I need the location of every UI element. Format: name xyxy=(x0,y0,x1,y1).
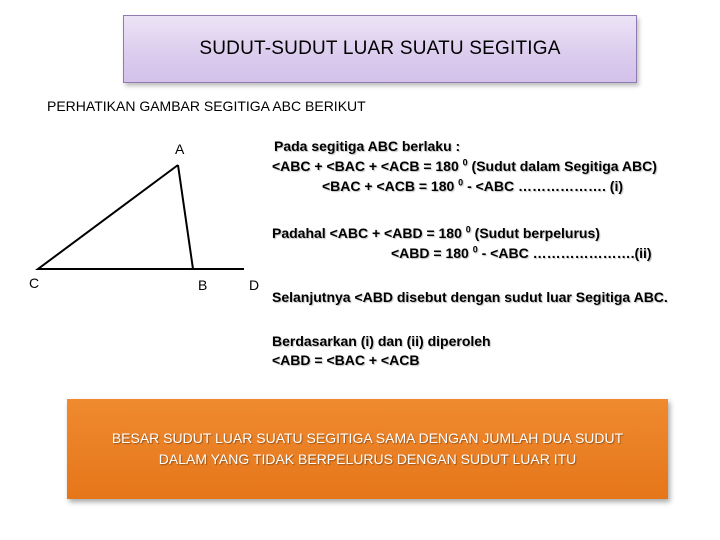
degree-superscript: 0 xyxy=(458,177,464,188)
text-line-1: Pada segitiga ABC berlaku : xyxy=(274,138,461,154)
text-line-8: <ABD = <BAC + <ACB xyxy=(272,352,420,368)
degree-superscript: 0 xyxy=(462,157,468,168)
text-line-3 xyxy=(322,178,623,194)
text-line-5-post: - <ABC ………………….(ii) xyxy=(477,245,652,261)
triangle-abc xyxy=(38,165,193,269)
conclusion-line-1: BESAR SUDUT LUAR SUATU SEGITIGA SAMA DENGAN JUMLAH DUA SUDUT xyxy=(111,430,624,446)
text-line-2-post: (Sudut dalam Segitiga ABC) xyxy=(467,158,657,174)
conclusion-box xyxy=(67,399,668,499)
text-line-5-pre: <ABD = 180 xyxy=(391,245,473,261)
point-label-d: D xyxy=(249,277,260,293)
vertex-label-c: C xyxy=(29,275,40,291)
text-line-2 xyxy=(272,158,657,174)
conclusion-line-2: DALAM YANG TIDAK BERPELURUS DENGAN SUDUT LUAR ITU xyxy=(158,451,577,467)
text-line-4-post: (Sudut berpelurus) xyxy=(470,225,600,241)
degree-superscript: 0 xyxy=(465,224,471,235)
text-line-4 xyxy=(272,225,600,241)
text-line-4-pre: Padahal <ABC + <ABD = 180 xyxy=(272,225,466,241)
subheading: PERHATIKAN GAMBAR SEGITIGA ABC BERIKUT xyxy=(47,98,366,114)
text-line-2-pre: <ABC + <BAC + <ACB = 180 xyxy=(272,158,463,174)
text-line-7: Berdasarkan (i) dan (ii) diperoleh xyxy=(272,333,491,349)
page-title: SUDUT-SUDUT LUAR SUATU SEGITIGA xyxy=(199,38,561,59)
degree-superscript: 0 xyxy=(472,244,478,255)
text-line-6: Selanjutnya <ABD disebut dengan sudut luar Segitiga ABC. xyxy=(272,289,668,305)
vertex-label-a: A xyxy=(175,141,185,157)
text-line-5 xyxy=(391,245,652,261)
text-line-3-post: - <ABC ………………. (i) xyxy=(463,178,624,194)
vertex-label-b: B xyxy=(198,277,208,293)
text-line-3-pre: <BAC + <ACB = 180 xyxy=(322,178,459,194)
